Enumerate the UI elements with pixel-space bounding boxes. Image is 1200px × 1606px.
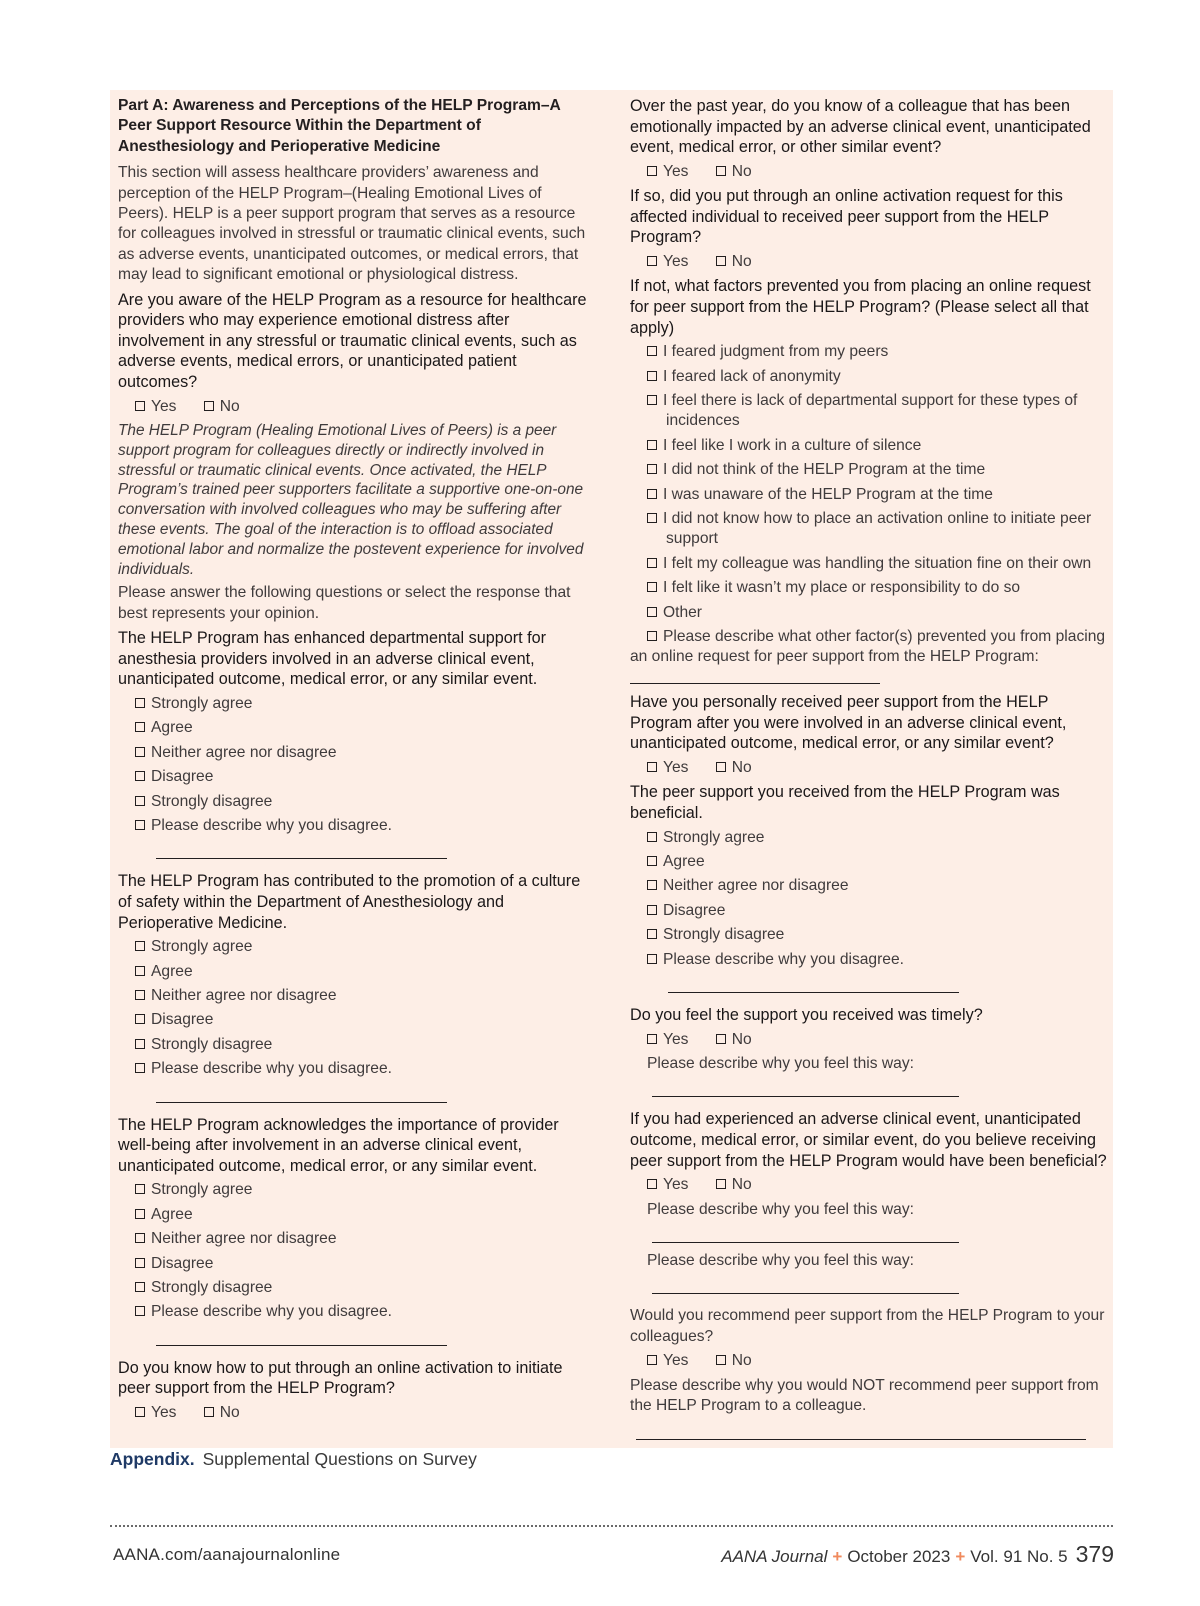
answer-would-be-beneficial [630,1175,1112,1195]
checkbox[interactable] [647,929,657,939]
checkbox[interactable] [647,582,657,592]
checkbox[interactable] [716,1179,726,1189]
option-feared-judgment[interactable]: I feared judgment from my peers [630,342,1112,362]
no-option[interactable]: No [204,1403,240,1423]
checkbox[interactable] [135,820,145,830]
option-describe[interactable]: Please describe why you disagree. [118,1059,596,1079]
question-provider-wellbeing: The HELP Program acknowledges the importance of provider well-being after involvement in an adverse clinical event, unanticipated outcome, medical error, or any similar event. [118,1115,559,1175]
answer-line[interactable] [652,1242,959,1243]
option-did-not-know-how[interactable]: I did not know how to place an activation online to initiate peer support [630,509,1112,550]
checkbox[interactable] [204,401,214,411]
yes-option[interactable]: Yes [135,397,176,417]
answer-recommend [630,1351,1112,1371]
question-support-beneficial: The peer support you received from the HELP Program was beneficial. [630,783,1060,823]
answer-aware [118,397,596,417]
checkbox[interactable] [647,905,657,915]
option-describe-other[interactable]: Please describe what other factor(s) prevented you from placing an online request for peer support from the HELP Program: [630,627,1112,688]
checkbox[interactable] [647,832,657,842]
checkbox[interactable] [647,371,657,381]
checkbox[interactable] [647,856,657,866]
question-timely: Do you feel the support you received was timely? [630,1006,983,1025]
checkbox[interactable] [647,631,657,641]
instructions: Please answer the following questions or select the response that best represents your opinion. [118,584,571,622]
describe-would-be-beneficial-2: Please describe why you feel this way: [647,1252,914,1270]
footer-citation [721,1541,1114,1568]
describe-timely: Please describe why you feel this way: [647,1055,914,1073]
option-unaware[interactable]: I was unaware of the HELP Program at the time [630,485,1112,505]
yes-option[interactable]: Yes [647,1175,688,1195]
no-option[interactable]: No [716,162,752,182]
checkbox[interactable] [647,1179,657,1189]
checkbox[interactable] [647,1034,657,1044]
question-online-activation: Do you know how to put through an online activation to initiate peer support from the HELP Program? [118,1358,563,1398]
checkbox[interactable] [135,401,145,411]
option-other[interactable]: Other [630,603,1112,623]
option-disagree[interactable]: Disagree [118,1254,596,1274]
option-strongly-disagree[interactable]: Strongly disagree [118,1035,596,1055]
option-disagree[interactable]: Disagree [118,1010,596,1030]
option-strongly-disagree[interactable]: Strongly disagree [118,792,596,812]
yes-option[interactable]: Yes [647,252,688,272]
option-strongly-agree[interactable]: Strongly agree [630,828,1112,848]
option-did-not-think[interactable]: I did not think of the HELP Program at the time [630,460,1112,480]
checkbox[interactable] [135,1407,145,1417]
checkbox[interactable] [135,698,145,708]
answer-online-activation [118,1403,596,1423]
right-column [630,96,1112,1440]
plus-icon: + [832,1547,843,1566]
no-option[interactable]: No [204,397,240,417]
option-agree[interactable]: Agree [118,718,596,738]
part-a-title: Part A: Awareness and Perceptions of the HELP Program–A Peer Support Resource Within the Department of Anesthesiology and Perioperative Medicine [118,97,561,155]
figure-caption [110,1449,477,1470]
checkbox[interactable] [647,1355,657,1365]
checkbox[interactable] [135,747,145,757]
checkbox[interactable] [135,941,145,951]
answer-colleague-impacted [630,162,1112,182]
volume-issue: Vol. 91 No. 5 [970,1547,1068,1566]
option-agree[interactable]: Agree [118,962,596,982]
checkbox[interactable] [135,1258,145,1268]
checkbox[interactable] [135,1209,145,1219]
checkbox[interactable] [716,166,726,176]
checkbox[interactable] [135,722,145,732]
checkbox[interactable] [135,1282,145,1292]
option-strongly-agree[interactable]: Strongly agree [118,937,596,957]
option-strongly-agree[interactable]: Strongly agree [118,694,596,714]
checkbox[interactable] [716,256,726,266]
option-strongly-disagree[interactable]: Strongly disagree [630,925,1112,945]
yes-option[interactable]: Yes [647,758,688,778]
journal-name: AANA Journal [721,1547,828,1566]
caption-text: Supplemental Questions on Survey [202,1449,477,1469]
no-option[interactable]: No [716,1030,752,1050]
answer-line[interactable] [668,992,959,993]
option-feared-anonymity[interactable]: I feared lack of anonymity [630,367,1112,387]
no-option[interactable]: No [716,758,752,778]
checkbox[interactable] [716,762,726,772]
question-aware: Are you aware of the HELP Program as a resource for healthcare providers who may experience emotional distress after involvement in any stressful or traumatic clinical events, such as adverse events, medical errors, or unanticipated patient outcomes? [118,290,587,392]
answer-received-support [630,758,1112,778]
footer-divider [110,1525,1113,1527]
describe-not-recommend: Please describe why you would NOT recommend peer support from the HELP Program to a colleague. [630,1376,1099,1415]
describe-would-be-beneficial-1: Please describe why you feel this way: [647,1200,914,1218]
option-describe[interactable]: Please describe why you disagree. [118,1302,596,1322]
answer-activation-request [630,252,1112,272]
options-culture-of-safety [118,937,596,1102]
answer-timely [630,1030,1112,1050]
checkbox[interactable] [647,489,657,499]
option-neither[interactable]: Neither agree nor disagree [630,876,1112,896]
checkbox[interactable] [135,1306,145,1316]
checkbox[interactable] [647,464,657,474]
yes-option[interactable]: Yes [135,1403,176,1423]
left-column [118,96,596,1423]
yes-option[interactable]: Yes [647,1351,688,1371]
option-disagree[interactable]: Disagree [630,901,1112,921]
answer-line[interactable] [156,1345,447,1346]
checkbox[interactable] [647,346,657,356]
checkbox[interactable] [135,796,145,806]
checkbox[interactable] [716,1034,726,1044]
answer-line[interactable] [156,858,447,859]
checkbox[interactable] [647,395,657,405]
no-option[interactable]: No [716,252,752,272]
option-colleague-fine[interactable]: I felt my colleague was handling the situation fine on their own [630,554,1112,574]
option-culture-silence[interactable]: I feel like I work in a culture of silence [630,436,1112,456]
checkbox[interactable] [135,1014,145,1024]
answer-line[interactable] [652,1293,959,1294]
issue-date: October 2023 [847,1547,951,1566]
option-disagree[interactable]: Disagree [118,767,596,787]
yes-option[interactable]: Yes [647,162,688,182]
options-provider-wellbeing [118,1180,596,1345]
checkbox[interactable] [135,966,145,976]
program-description: The HELP Program (Healing Emotional Lives of Peers) is a peer support program for colleagues directly or indirectly involved in stressful or traumatic clinical events. Once activated, the HELP Program’s trained peer supporters facilitate a supportive one-on-one conversation with involved colleagues who may be suffering after these events. The goal of the interaction is to offload associated emotional labor and normalize the postevent experience for involved individuals. [118,422,584,578]
option-agree[interactable]: Agree [630,852,1112,872]
checkbox[interactable] [647,256,657,266]
checkbox[interactable] [135,990,145,1000]
checkbox[interactable] [204,1407,214,1417]
checkbox[interactable] [647,607,657,617]
option-describe[interactable]: Please describe why you disagree. [118,816,596,836]
footer-url[interactable]: AANA.com/aanajournalonline [113,1545,341,1564]
options-support-beneficial [630,828,1112,993]
answer-line[interactable] [156,1102,447,1103]
page-number: 379 [1075,1541,1114,1567]
checkbox[interactable] [647,954,657,964]
checkbox[interactable] [647,558,657,568]
answer-line[interactable] [630,683,880,684]
question-colleague-impacted: Over the past year, do you know of a colleague that has been emotionally impacted by an adverse clinical event, unanticipated event, medical error, or other similar event? [630,97,1091,157]
options-departmental-support [118,694,596,859]
checkbox[interactable] [135,771,145,781]
option-neither[interactable]: Neither agree nor disagree [118,986,596,1006]
caption-label: Appendix. [110,1449,195,1469]
options-prevented-factors [630,342,1112,688]
option-not-my-place[interactable]: I felt like it wasn’t my place or responsibility to do so [630,578,1112,598]
no-option[interactable]: No [716,1351,752,1371]
checkbox[interactable] [135,1063,145,1073]
part-a-intro: This section will assess healthcare providers’ awareness and perception of the HELP Program–(Healing Emotional Lives of Peers). HELP is a peer support program that serves as a resource for colleagues involved in stressful or traumatic clinical events, such as adverse events, unanticipated outcomes, or medical errors, that may lead to significant emotional or physiological distress. [118,164,586,284]
answer-line[interactable] [652,1096,959,1097]
option-agree[interactable]: Agree [118,1205,596,1225]
no-option[interactable]: No [716,1175,752,1195]
yes-option[interactable]: Yes [647,1030,688,1050]
option-neither[interactable]: Neither agree nor disagree [118,1229,596,1249]
checkbox[interactable] [647,880,657,890]
option-strongly-disagree[interactable]: Strongly disagree [118,1278,596,1298]
checkbox[interactable] [647,513,657,523]
checkbox[interactable] [647,166,657,176]
question-departmental-support: The HELP Program has enhanced departmental support for anesthesia providers involved in an adverse clinical event, unanticipated outcome, medical error, or any similar event. [118,629,547,689]
question-would-be-beneficial: If you had experienced an adverse clinical event, unanticipated outcome, medical error, or similar event, do you believe receiving peer support from the HELP Program would have been beneficial? [630,1110,1107,1170]
question-culture-of-safety: The HELP Program has contributed to the promotion of a culture of safety within the Department of Anesthesiology and Perioperative Medicine. [118,872,581,932]
plus-icon: + [955,1547,966,1566]
checkbox[interactable] [647,762,657,772]
answer-line[interactable] [636,1439,1086,1440]
checkbox[interactable] [716,1355,726,1365]
option-neither[interactable]: Neither agree nor disagree [118,743,596,763]
option-lack-support[interactable]: I feel there is lack of departmental support for these types of incidences [630,391,1112,432]
question-received-support: Have you personally received peer support from the HELP Program after you were involved in an adverse clinical event, unanticipated outcome, medical error, or any similar event? [630,693,1067,753]
checkbox[interactable] [135,1039,145,1049]
checkbox[interactable] [647,440,657,450]
option-describe[interactable]: Please describe why you disagree. [630,950,1112,970]
checkbox[interactable] [135,1233,145,1243]
option-strongly-agree[interactable]: Strongly agree [118,1180,596,1200]
question-recommend: Would you recommend peer support from the HELP Program to your colleagues? [630,1307,1105,1345]
checkbox[interactable] [135,1184,145,1194]
question-activation-request: If so, did you put through an online activation request for this affected individual to received peer support from the HELP Program? [630,187,1063,247]
question-prevented-factors: If not, what factors prevented you from placing an online request for peer support from the HELP Program? (Please select all that apply) [630,277,1091,337]
